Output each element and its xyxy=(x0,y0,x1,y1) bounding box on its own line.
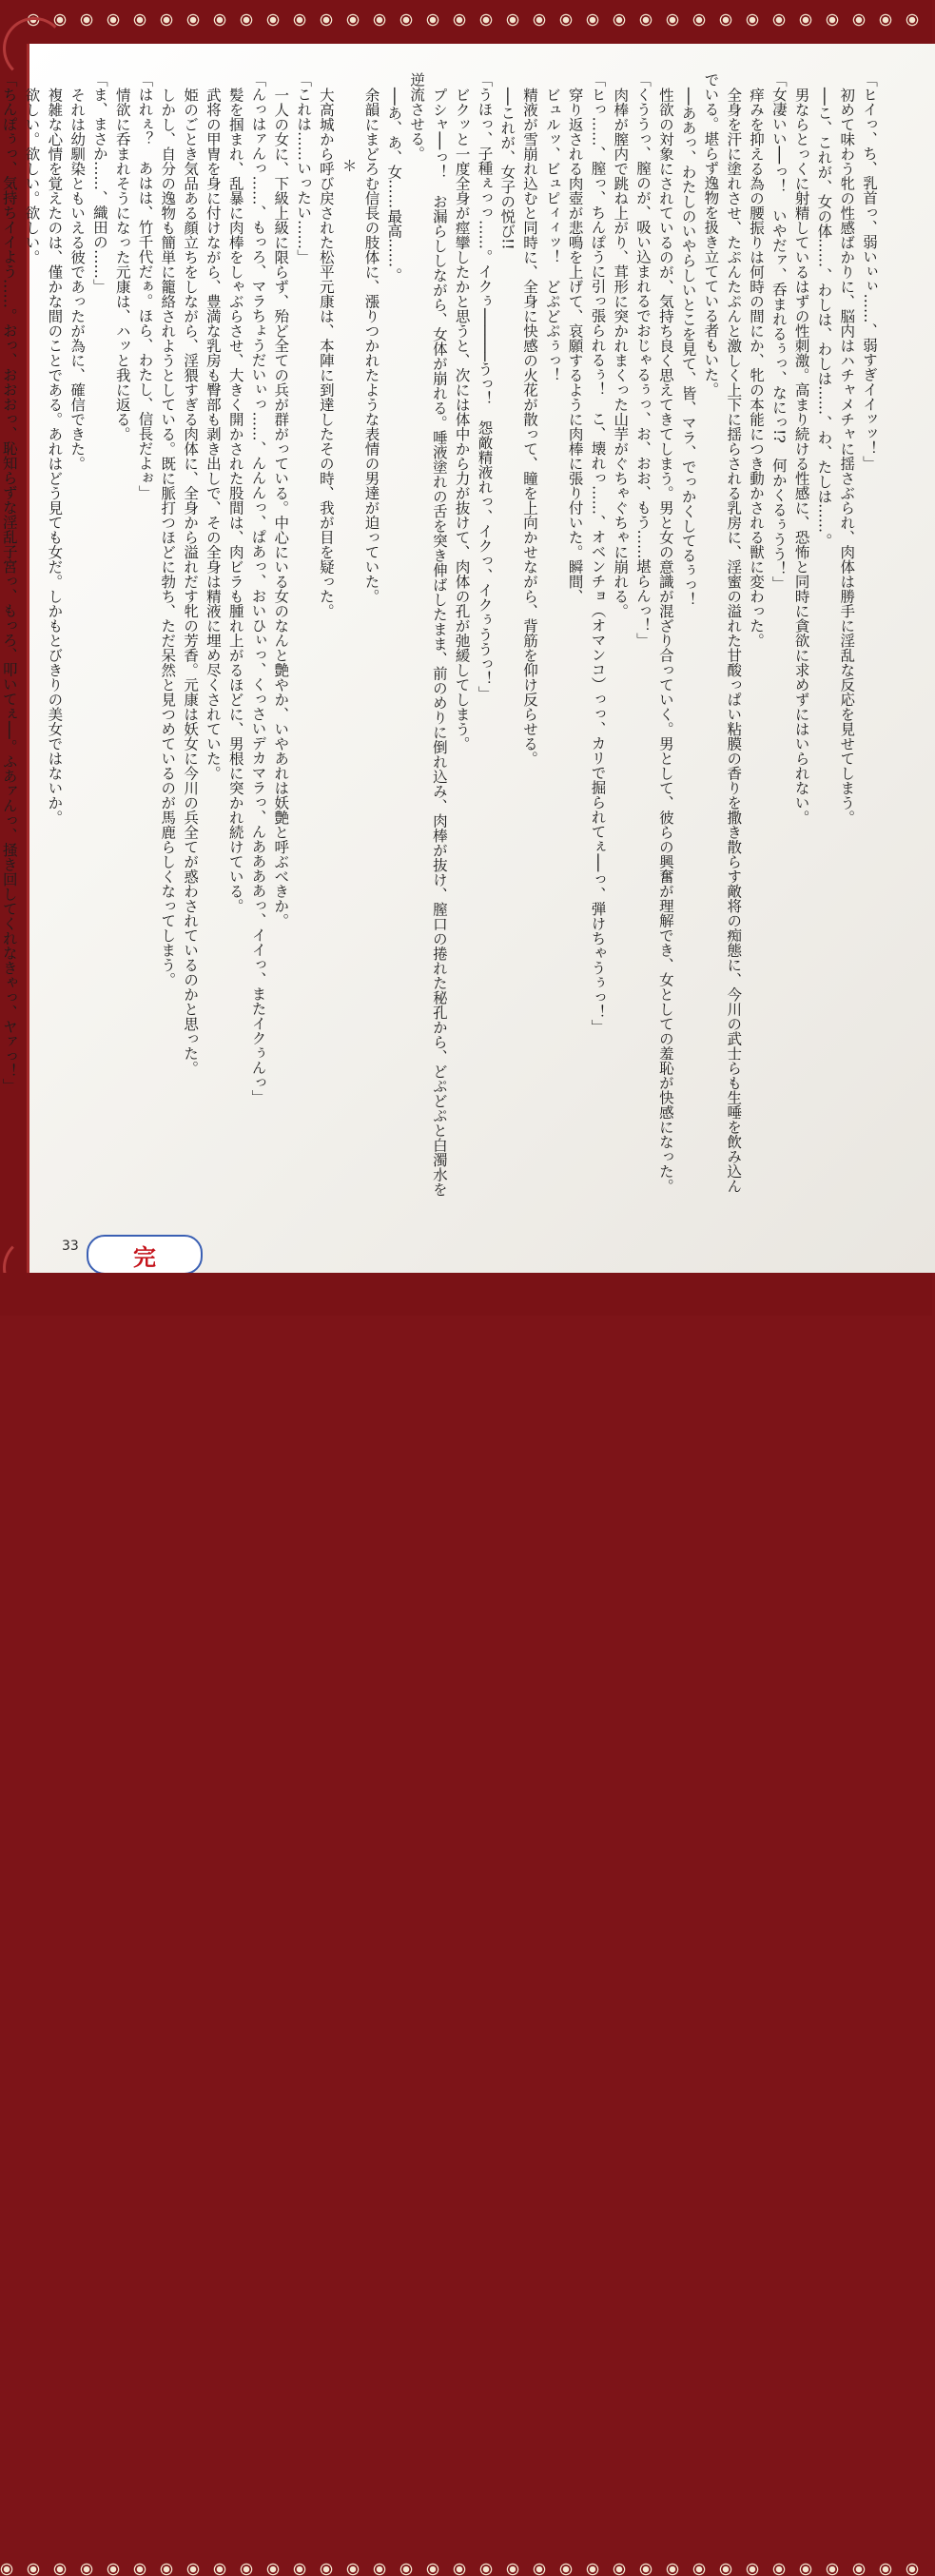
scene-break: ＊ xyxy=(340,158,358,173)
paragraph: 「くううっ、膣のが、吸い込まれるでおじゃるぅっ、お、おお、もう……堪らんっ！」 xyxy=(634,72,653,648)
paragraph: 性欲の対象にされているのが、気持ち良く思えてきてしまう。男と女の意識が混ざり合っていく。男として、彼らの興奮が理解でき、女としての羞恥が快感になった。 xyxy=(656,87,674,1193)
paragraph: ビュルッ、ビュピィィッ！ どぷどぷぅっ！ xyxy=(543,87,561,382)
paragraph: 初めて味わう牝の性感ばかりに、脳内はハチャメチャに揺さぶられ、肉体は勝手に淫乱な反応を見せてしまう。 xyxy=(838,87,856,825)
paragraph: 「んっはァんっ……、もっろ、マラちょうだいぃっ……、んんんっ、ぱあっ、おいひぃっ、くっさいデカマラっ、んああああっ、イイっ、またイクぅんっ」 xyxy=(249,72,267,1104)
bottom-ornament xyxy=(0,2563,932,2576)
paragraph: 「女凄いい──っ！ いやだァ、呑まれるぅっ、なにっ!? 何かくるぅうう！」 xyxy=(769,72,788,591)
paragraph: 痒みを抑える為の腰振りは何時の間にか、牝の本能につき動かされる獣に変わった。 xyxy=(748,87,766,648)
paragraph: 余韻にまどろむ信長の肢体に、漲りつかれたような表情の男達が迫っていた。 xyxy=(362,87,380,603)
paragraph: 全身を汗に塗れさせ、たぷんたぷんと激しく上下に揺らされる乳房に、淫蜜の溢れた甘酸っぱい粘膜の香りを撒き散らす敵将の痴態に、今川の武士らも生唾を飲み込んでいる。堪らず逸物を扱き立てている者もいた。 xyxy=(702,72,743,1193)
paragraph: 穿り返される肉壺が悲鳴を上げて、哀願するように肉棒に張り付いた。瞬間、 xyxy=(566,87,584,603)
paragraph: 欲しい。欲しい。欲しい。 xyxy=(23,87,41,264)
page-number: 33 xyxy=(62,1239,79,1254)
paragraph: 大高城から呼び戻された松平元康は、本陣に到達したその時、我が目を疑った。 xyxy=(317,87,335,618)
end-mark: 完 xyxy=(87,1235,203,1275)
paragraph: 複雑な心情を覚えたのは、僅かな間のことである。あれはどう見ても女だ。しかもとびきりの美女ではないか。 xyxy=(46,87,64,825)
paragraph: 男ならとっくに射精しているはずの性刺激。高まり続ける性感に、恐怖と同時に貪欲に求めずにはいられない。 xyxy=(792,87,810,825)
novel-text xyxy=(0,72,880,1204)
paragraph: それは幼馴染ともいえる彼であったが為に、確信できた。 xyxy=(68,87,87,471)
paragraph: 「はれぇ？ あはは、竹千代だぁ。ほら、わたし、信長だよぉ」 xyxy=(136,72,154,500)
paragraph: 「ヒイっ、ち、乳首っ、弱いぃぃ……、弱すぎイイッッ！」 xyxy=(861,72,878,471)
paragraph: プシャ──っ！ お漏らししながら、女体が崩れる。唾液塗れの舌を突き伸ばしたまま、前のめりに倒れ込み、肉棒が抜け、膣口の捲れた秘孔から、どぷどぷと白濁水を逆流させる。 xyxy=(408,72,448,1197)
paragraph: ──ああっ、わたしのいやらしいとこを見て、皆、マラ、でっかくしてるぅっ！ xyxy=(679,87,697,607)
paragraph: 「ま、まさか……、織田の……」 xyxy=(90,72,108,294)
paragraph: 「これは……いったい……」 xyxy=(295,72,313,264)
paragraph: 髪を掴まれ、乱暴に肉棒をしゃぶらさせ、大きく開かされた股間は、肉ビラも腫れ上がるほどに、男根に突かれ続けている。 xyxy=(226,87,244,913)
paragraph: 一人の女に、下級上級に限らず、殆ど全ての兵が群がっている。中心にいる女のなんと艶やか、いやあれは妖艶と呼ぶべきか。 xyxy=(272,87,290,927)
paragraph: 「ヒっ……、膣っ、ちんぽうに引っ張られるぅ！ こ、壊れっ……、オベンチョ（オマンコ）っっ、カリで掘られてぇ──っ、弾けちゃうぅっ！」 xyxy=(589,72,607,1034)
paragraph: 武将の甲冑を身に付けながら、豊満な乳房も臀部も剥き出しで、その全身は精液に埋め尽くされていた。 xyxy=(204,87,222,780)
paragraph: 「ちんぽぅっ、気持ちイイよう……。おっ、おおおっ、恥知らずな淫乱子宮っ、もっろ、叩いてぇ──。ふあァんっ、掻き回してくれなきゃっ、ヤァっ！」 xyxy=(0,72,18,1093)
paragraph: ──これが、女子の悦び!! xyxy=(498,87,516,250)
bottom-border xyxy=(0,1273,932,1316)
top-ornament xyxy=(0,13,932,27)
paragraph: 情欲に呑まれそうになった元康は、ハッと我に返る。 xyxy=(113,87,131,441)
paragraph: 精液が雪崩れ込むと同時に、全身に快感の火花が散って、瞳を上向かせながら、背筋を仰け反らせる。 xyxy=(521,87,539,766)
page-sheet xyxy=(0,44,935,1273)
paragraph: ──あ、あ、女……最高……。 xyxy=(385,87,403,283)
paragraph: 姫のごとき気品ある顔立ちをしながら、淫猥すぎる肉体に、全身から溢れだす牝の芳香。元康は妖女に今川の兵全てが惑わされているのかと思った。 xyxy=(182,87,200,1075)
corner-flourish-top xyxy=(3,17,66,80)
paragraph: 「うほっ、子種ぇっっ……。イクぅ──────うっ！ 怨敵精液れっ、イクっ、イクぅううっ！」 xyxy=(476,72,494,701)
paragraph: ──こ、これが、女の体……、わしは、わしは……、わ、たしは……。 xyxy=(815,87,833,548)
paragraph: ビクッと一度全身が痙攣したかと思うと、次には体中から力が抜けて、肉体の孔が弛緩してしまう。 xyxy=(453,87,471,751)
paragraph: 肉棒が膣内で跳ね上がり、茸形に突かれまくった山芋がぐちゃぐちゃに崩れる。 xyxy=(612,87,630,618)
paragraph: しかし、自分の逸物も簡単に籠絡されようとしている。既に脈打つほどに勃ち、ただ呆然と見つめているのが馬鹿らしくなってしまう。 xyxy=(159,87,177,986)
top-border xyxy=(0,0,932,44)
